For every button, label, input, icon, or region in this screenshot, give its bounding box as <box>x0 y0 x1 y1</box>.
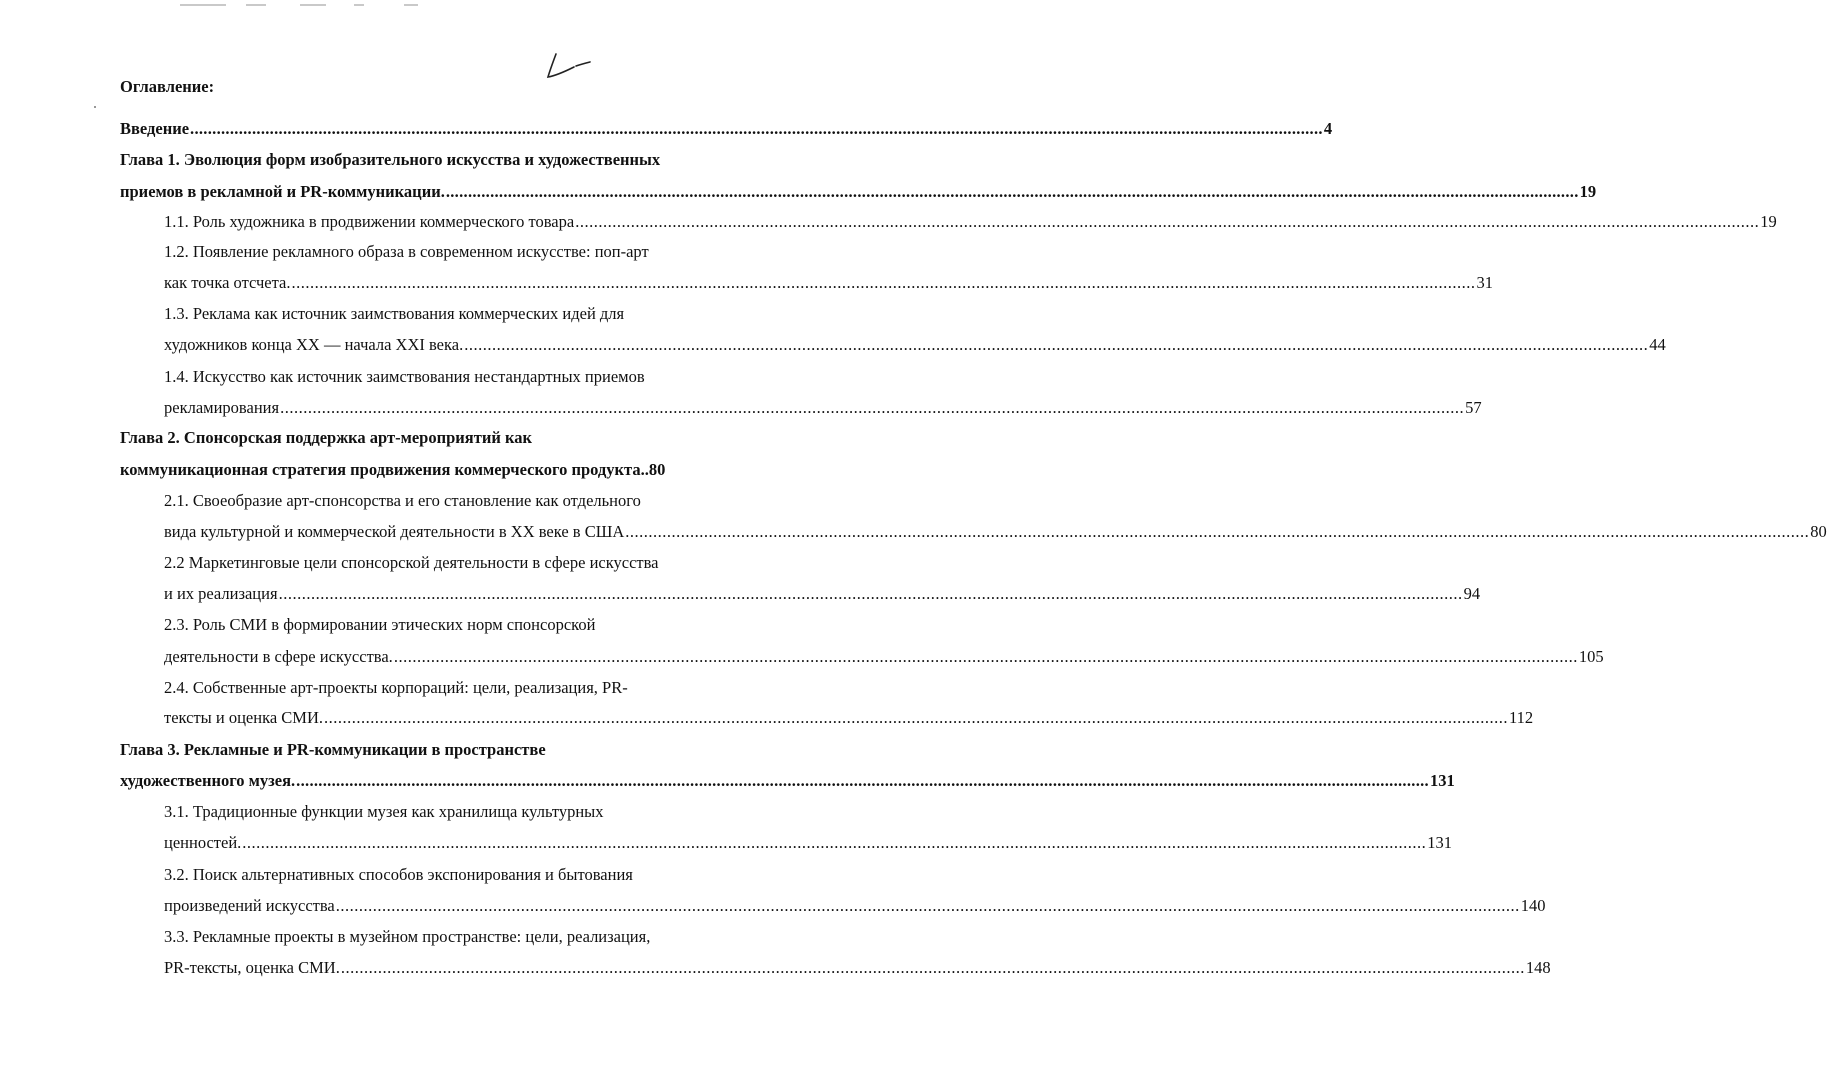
page-number: 19 <box>1579 182 1597 201</box>
toc-entry-chapter-1 <box>120 149 745 171</box>
handwritten-mark <box>544 50 592 84</box>
toc-entry-section-3-1-cont <box>164 832 1453 854</box>
toc-entry-section-1-2 <box>164 241 740 263</box>
toc-entry-text: коммуникационная стратегия продвижения коммерческого продукта.. <box>120 460 649 479</box>
toc-entry-text: 1.1. Роль художника в продвижении коммерческого товара <box>164 212 575 231</box>
dot-leader <box>446 181 1579 203</box>
toc-entry-section-2-4 <box>164 677 740 699</box>
toc-entry-section-1-4 <box>164 366 740 388</box>
dot-leader <box>575 211 1759 233</box>
page-number: 131 <box>1429 771 1455 790</box>
page-number: 148 <box>1525 958 1551 977</box>
dot-leader <box>190 118 1323 140</box>
toc-entry-section-2-2-cont <box>164 583 1481 605</box>
toc-entry-text: вида культурной и коммерческой деятельности в XX веке в США <box>164 522 625 541</box>
dot-leader <box>336 895 1520 917</box>
toc-entry-text: Глава 1. Эволюция форм изобразительного искусства и художественных <box>120 150 661 169</box>
dot-leader <box>625 521 1809 543</box>
toc-entry-chapter-3-cont <box>120 770 1455 792</box>
toc-entry-section-1-3 <box>164 303 740 325</box>
toc-entry-section-1-3-cont <box>164 334 1666 356</box>
toc-entry-section-3-3 <box>164 926 740 948</box>
toc-entry-section-2-1-cont <box>164 521 1827 543</box>
toc-entry-text: 1.4. Искусство как источник заимствования нестандартных приемов <box>164 367 645 386</box>
toc-entry-text: 2.2 Маркетинговые цели спонсорской деятельности в сфере искусства <box>164 553 659 572</box>
dot-leader <box>464 334 1648 356</box>
dot-leader <box>394 646 1578 668</box>
dot-leader <box>280 397 1464 419</box>
dot-leader <box>291 272 1475 294</box>
toc-entry-section-3-3-cont <box>164 957 1551 979</box>
scan-artifact <box>246 4 266 6</box>
page-number: 80 <box>648 460 666 479</box>
page-number: 94 <box>1463 584 1481 603</box>
toc-entry-chapter-2 <box>120 427 740 449</box>
toc-entry-text: как точка отсчета. <box>164 273 291 292</box>
toc-entry-text: Введение <box>120 119 190 138</box>
toc-entry-text: 2.1. Своеобразие арт-спонсорства и его становление как отдельного <box>164 491 641 510</box>
toc-entry-chapter-3 <box>120 739 740 761</box>
toc-entry-chapter-1-cont <box>120 181 1597 203</box>
dot-leader <box>341 957 1525 979</box>
dot-leader <box>324 707 1508 729</box>
toc-entry-section-1-4-cont <box>164 397 1482 419</box>
toc-entry-text: приемов в рекламной и PR-коммуникации. <box>120 182 445 201</box>
toc-entry-text: 3.1. Традиционные функции музея как хранилища культурных <box>164 802 604 821</box>
page-number: 31 <box>1476 273 1493 292</box>
toc-entry-section-3-2 <box>164 864 740 886</box>
page-number: 80 <box>1810 522 1827 541</box>
dot-leader <box>279 583 1463 605</box>
toc-entry-text: 2.4. Собственные арт-проекты корпораций: цели, реализация, PR- <box>164 678 628 697</box>
toc-entry-text: художников конца XX — начала XXI века. <box>164 335 464 354</box>
toc-entry-section-3-1 <box>164 801 740 823</box>
page-number: 140 <box>1520 896 1546 915</box>
scan-artifact <box>180 4 226 6</box>
page-number: 44 <box>1649 335 1666 354</box>
toc-entry-text: тексты и оценка СМИ. <box>164 708 324 727</box>
toc-entry-section-2-4-cont <box>164 707 1534 729</box>
toc-entry-text: 2.3. Роль СМИ в формировании этических норм спонсорской <box>164 615 596 634</box>
toc-entry-text: PR-тексты, оценка СМИ. <box>164 958 340 977</box>
dot-leader <box>296 770 1429 792</box>
page-number: 105 <box>1578 647 1604 666</box>
page-number: 112 <box>1509 708 1534 727</box>
toc-entry-section-2-2 <box>164 552 740 574</box>
toc-entry-section-1-1 <box>164 211 1777 233</box>
scan-artifact <box>354 4 364 6</box>
toc-entry-chapter-2-cont <box>120 459 738 481</box>
scan-dot <box>94 106 96 108</box>
toc-entry-text: 1.2. Появление рекламного образа в современном искусстве: поп-арт <box>164 242 649 261</box>
toc-entry-text: Глава 2. Спонсорская поддержка арт-мероприятий как <box>120 428 532 447</box>
page-number: 4 <box>1323 119 1333 138</box>
toc-entry-text: ценностей. <box>164 833 242 852</box>
toc-entry-text: художественного музея. <box>120 771 296 790</box>
toc-entry-text: и их реализация <box>164 584 278 603</box>
toc-title: Оглавление: <box>120 77 215 96</box>
toc-entry-section-2-3-cont <box>164 646 1604 668</box>
scan-artifact <box>404 4 418 6</box>
dot-leader <box>242 832 1426 854</box>
scan-artifact <box>300 4 326 6</box>
page-number: 19 <box>1760 212 1777 231</box>
toc-entry-section-2-3 <box>164 614 740 636</box>
toc-entry-text: 1.3. Реклама как источник заимствования коммерческих идей для <box>164 304 625 323</box>
page-number: 57 <box>1465 398 1482 417</box>
toc-entry-intro <box>120 118 1333 140</box>
toc-entry-section-3-2-cont <box>164 895 1546 917</box>
page-number: 131 <box>1427 833 1453 852</box>
toc-entry-text: 3.2. Поиск альтернативных способов экспонирования и бытования <box>164 865 633 884</box>
toc-entry-text: произведений искусства <box>164 896 335 915</box>
toc-entry-text: деятельности в сфере искусства. <box>164 647 393 666</box>
toc-entry-text: рекламирования <box>164 398 280 417</box>
toc-entry-text: Глава 3. Рекламные и PR-коммуникации в пространстве <box>120 740 546 759</box>
toc-entry-section-1-2-cont <box>164 272 1493 294</box>
toc-entry-section-2-1 <box>164 490 740 512</box>
toc-entry-text: 3.3. Рекламные проекты в музейном пространстве: цели, реализация, <box>164 927 651 946</box>
